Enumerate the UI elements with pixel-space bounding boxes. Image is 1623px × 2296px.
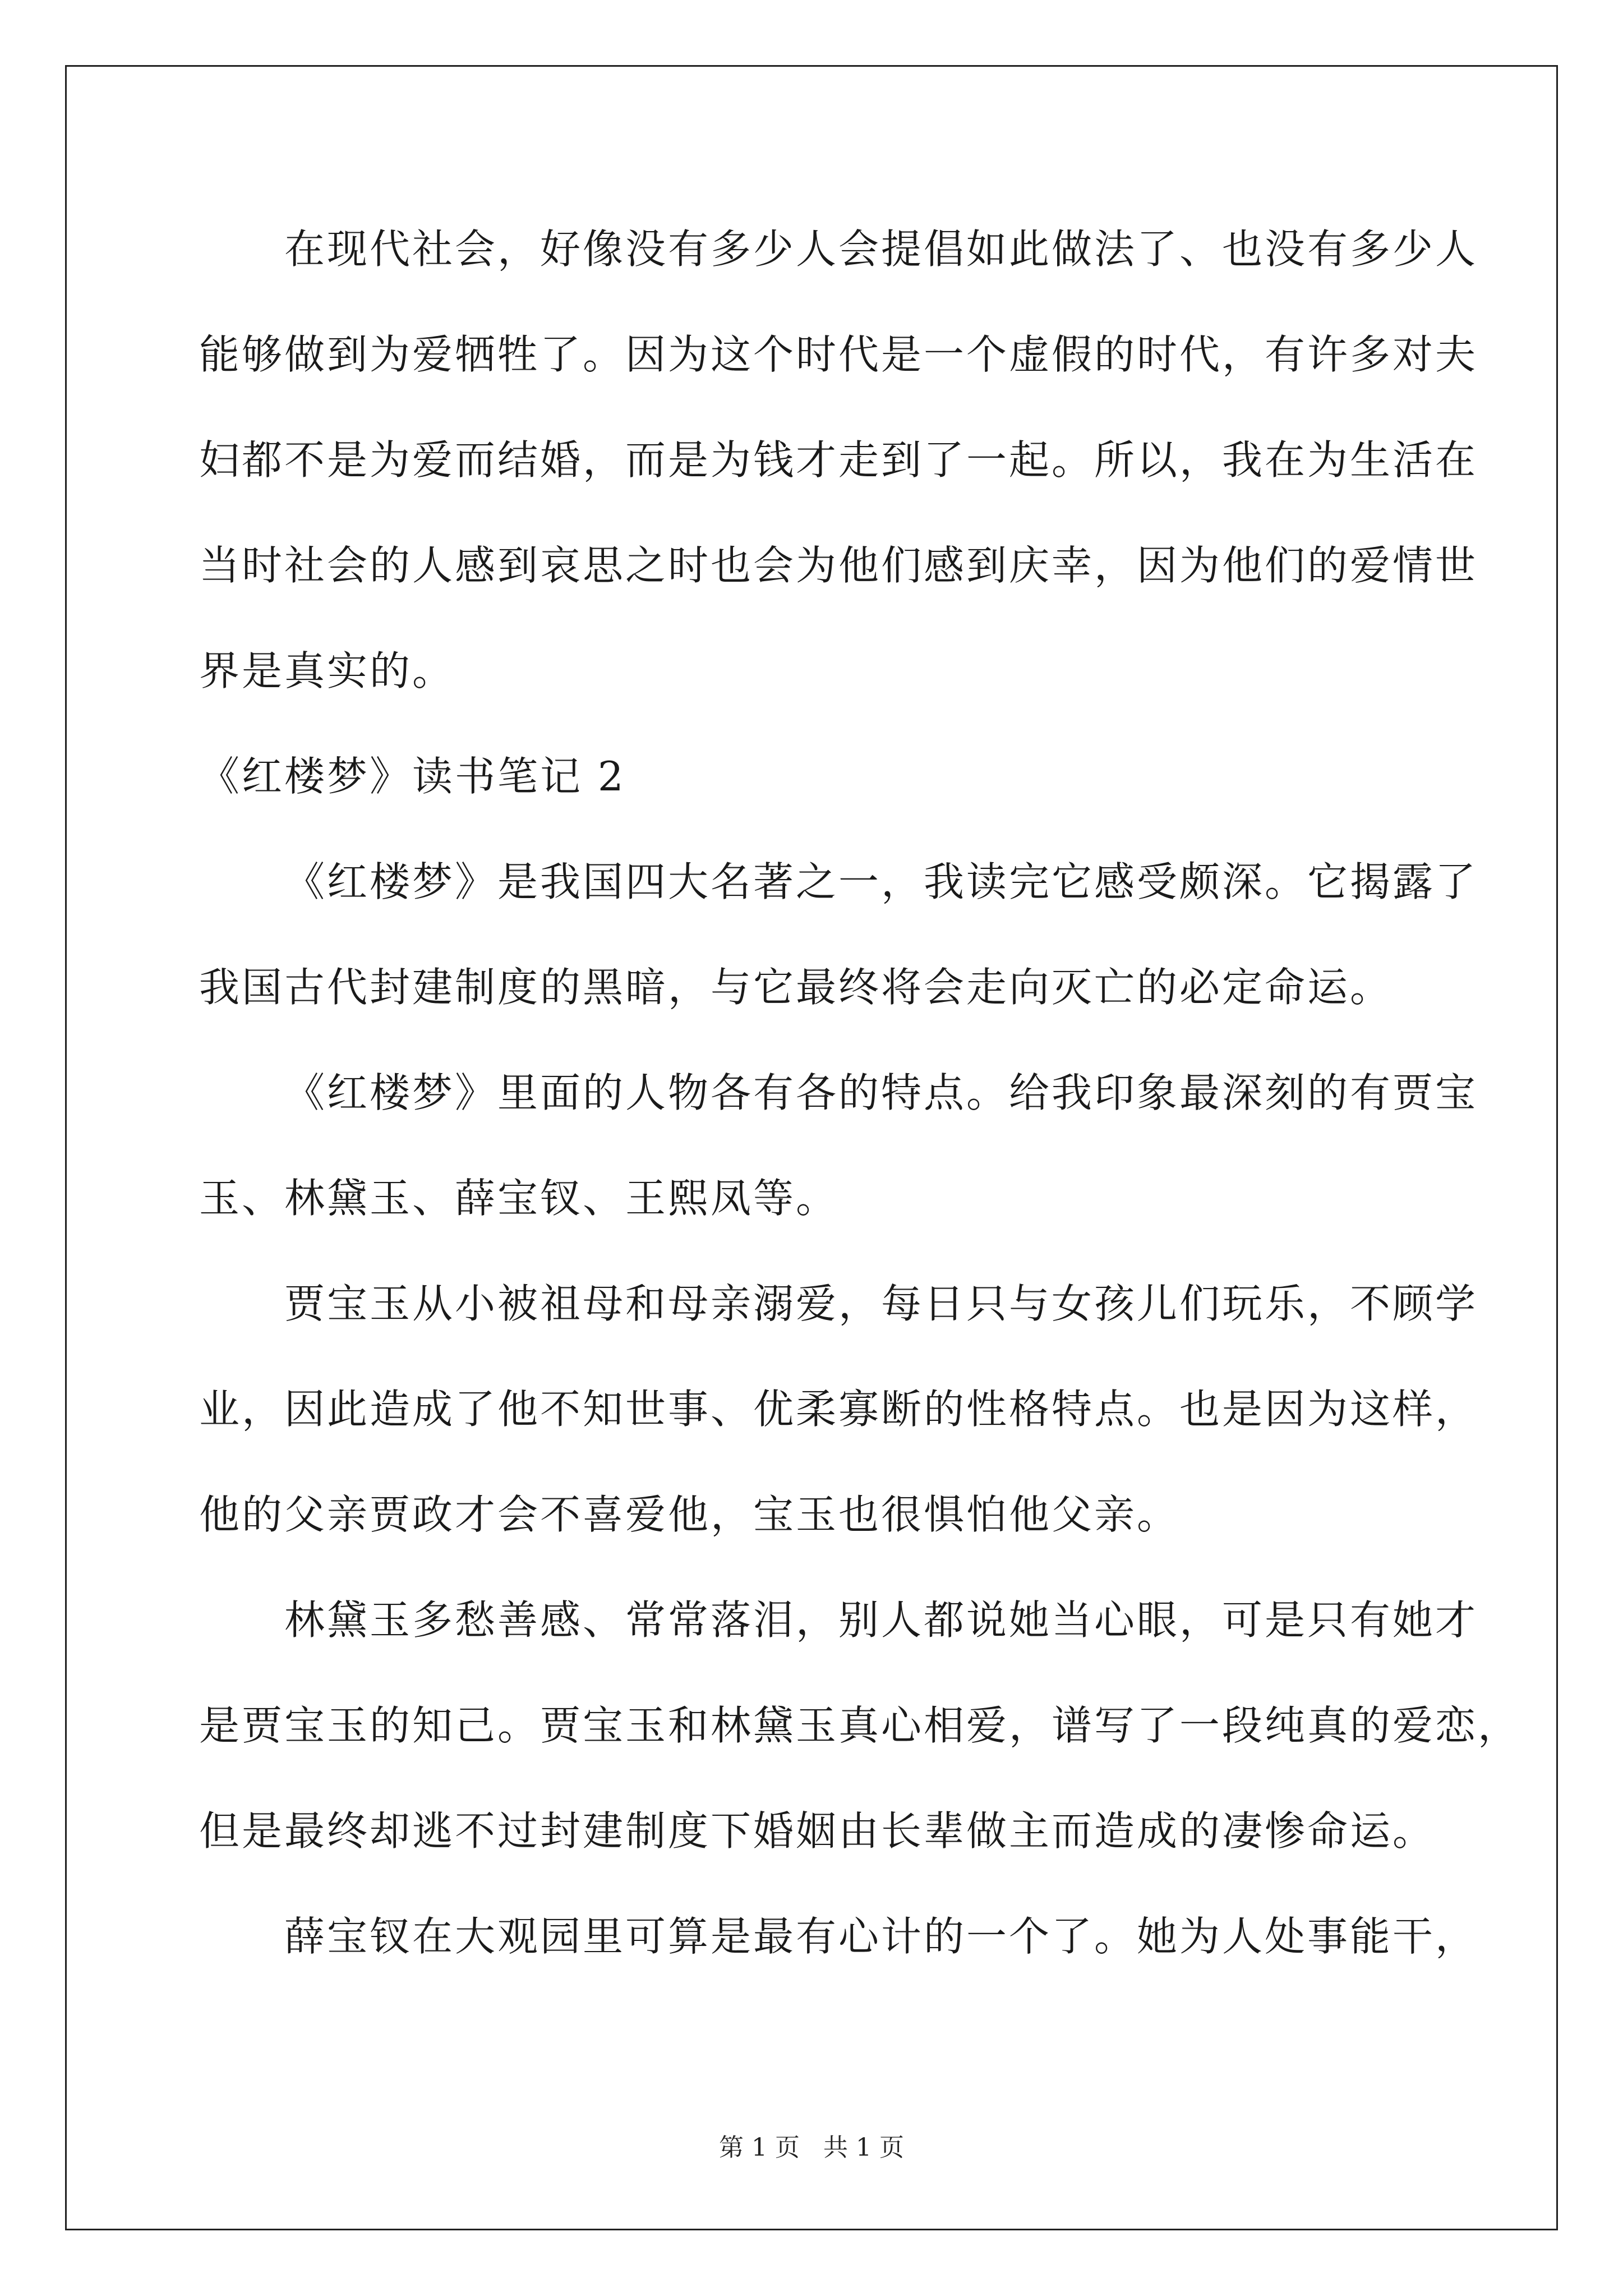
document-body xyxy=(199,213,1521,2006)
text-line: 《红楼梦》里面的人物各有各的特点。给我印象最深刻的有贾宝 xyxy=(284,1069,1478,1116)
text-line: 是贾宝玉的知己。贾宝玉和林黛玉真心相爱，谱写了一段纯真的爱恋， xyxy=(199,1702,1521,1749)
text-line: 玉、林黛玉、薛宝钗、王熙凤等。 xyxy=(199,1175,839,1222)
text-line: 但是最终却逃不过封建制度下婚姻由长辈做主而造成的凄惨命运。 xyxy=(199,1807,1436,1855)
page-footer: 第 1 页 共 1 页 xyxy=(719,2133,904,2162)
text-line: 贾宝玉从小被祖母和母亲溺爱，每日只与女孩儿们玩乐，不顾学 xyxy=(284,1280,1478,1327)
text-line: 我国古代封建制度的黑暗，与它最终将会走向灭亡的必定命运。 xyxy=(199,964,1393,1011)
text-line: 能够做到为爱牺牲了。因为这个时代是一个虚假的时代，有许多对夫 xyxy=(199,331,1478,378)
text-line: 林黛玉多愁善感、常常落泪，别人都说她当心眼，可是只有她才 xyxy=(284,1596,1478,1644)
text-line: 界是真实的。 xyxy=(199,647,455,694)
text-line: 《红楼梦》是我国四大名著之一，我读完它感受颇深。它揭露了 xyxy=(284,858,1478,905)
text-line: 薛宝钗在大观园里可算是最有心计的一个了。她为人处事能干， xyxy=(284,1913,1478,1960)
text-line: 妇都不是为爱而结婚，而是为钱才走到了一起。所以，我在为生活在 xyxy=(199,436,1478,484)
text-line: 业，因此造成了他不知世事、优柔寡断的性格特点。也是因为这样， xyxy=(199,1386,1478,1433)
text-line: 在现代社会，好像没有多少人会提倡如此做法了、也没有多少人 xyxy=(284,226,1478,273)
text-line: 当时社会的人感到哀思之时也会为他们感到庆幸，因为他们的爱情世 xyxy=(199,542,1478,589)
text-line: 他的父亲贾政才会不喜爱他，宝玉也很惧怕他父亲。 xyxy=(199,1491,1180,1538)
section-heading: 《红楼梦》读书笔记 2 xyxy=(199,753,626,800)
